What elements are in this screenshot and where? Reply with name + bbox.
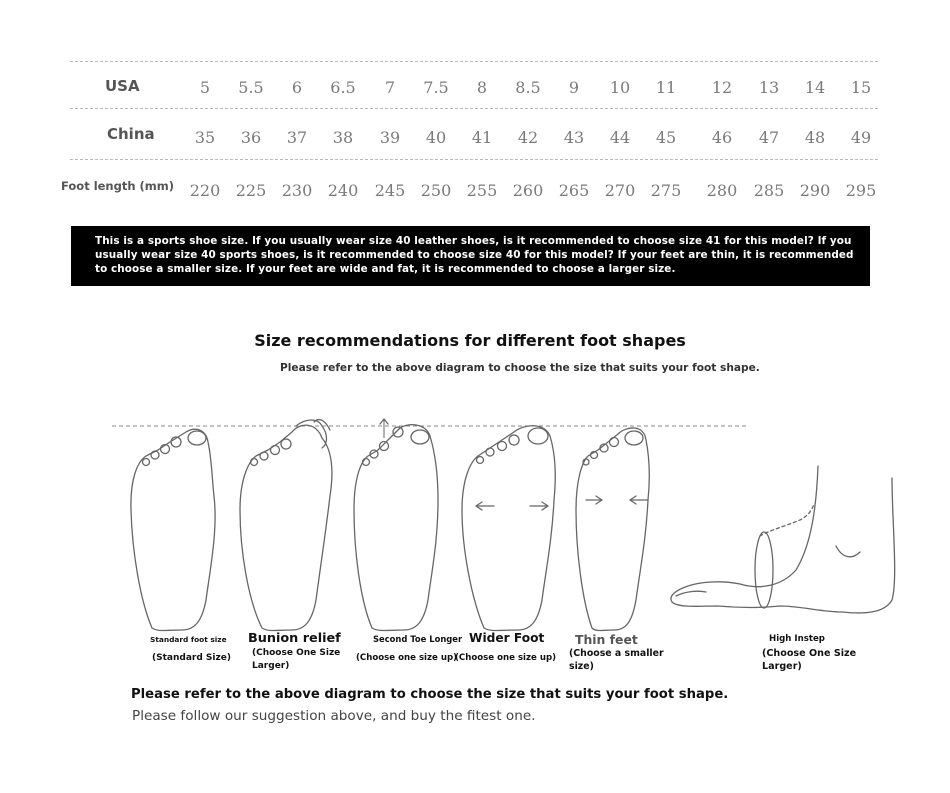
size-cell-foot-length: 285	[753, 181, 785, 200]
size-cell-china: 39	[379, 128, 401, 147]
size-cell-foot-length: 260	[512, 181, 544, 200]
size-cell-usa: 8.5	[515, 78, 541, 97]
row-label-foot-length: Foot length (mm)	[61, 179, 175, 193]
size-cell-usa: 13	[758, 78, 780, 97]
size-cell-china: 35	[194, 128, 216, 147]
size-cell-foot-length: 250	[420, 181, 452, 200]
notice-line-3: to choose a smaller size. If your feet are wide and fat, it is recommended to choose a larger size.	[95, 263, 676, 275]
size-cell-usa: 5	[199, 78, 211, 97]
size-cell-foot-length: 280	[706, 181, 738, 200]
size-cell-foot-length: 240	[327, 181, 359, 200]
bunion-label: Bunion relief	[248, 631, 341, 646]
standard-foot-label: Standard foot size	[150, 635, 227, 644]
size-cell-china: 38	[332, 128, 354, 147]
foot-shapes-illustration	[0, 400, 950, 640]
size-cell-usa: 9	[568, 78, 580, 97]
second-toe-foot-icon	[354, 419, 438, 631]
table-divider-1	[70, 108, 878, 109]
size-cell-foot-length: 295	[845, 181, 877, 200]
wider-foot-note: (Choose one size up)	[455, 653, 557, 663]
size-cell-usa: 7.5	[423, 78, 449, 97]
size-cell-foot-length: 245	[374, 181, 406, 200]
sizing-notice	[71, 226, 870, 286]
thin-feet-note-line-2: size)	[569, 661, 594, 672]
high-instep-note-line-2: Larger)	[762, 661, 802, 672]
size-cell-china: 48	[804, 128, 826, 147]
size-cell-foot-length: 220	[189, 181, 221, 200]
wider-foot-label: Wider Foot	[469, 631, 545, 645]
row-label-china: China	[107, 125, 155, 143]
size-cell-china: 44	[609, 128, 631, 147]
size-cell-china: 41	[471, 128, 493, 147]
footer-instruction: Please refer to the above diagram to choose the size that suits your foot shape.	[131, 687, 729, 702]
footer-suggestion: Please follow our suggestion above, and buy the fitest one.	[132, 708, 536, 724]
size-cell-china: 36	[240, 128, 262, 147]
size-cell-foot-length: 275	[650, 181, 682, 200]
size-cell-usa: 7	[384, 78, 396, 97]
high-instep-foot-icon	[671, 466, 895, 613]
size-cell-foot-length: 290	[799, 181, 831, 200]
size-cell-foot-length: 270	[604, 181, 636, 200]
size-cell-foot-length: 265	[558, 181, 590, 200]
size-cell-usa: 14	[804, 78, 826, 97]
bunion-foot-icon	[240, 420, 332, 631]
notice-line-2: usually wear size 40 sports shoes, is it recommended to choose size 40 for this model? If your feet are thin, it is recommended	[95, 249, 854, 261]
size-cell-usa: 11	[655, 78, 677, 97]
size-cell-china: 40	[425, 128, 447, 147]
size-cell-foot-length: 225	[235, 181, 267, 200]
table-top-divider	[70, 61, 878, 62]
size-cell-foot-length: 230	[281, 181, 313, 200]
size-cell-china: 45	[655, 128, 677, 147]
notice-line-1: This is a sports shoe size. If you usually wear size 40 leather shoes, is it recommended to choose size 41 for this model? If you	[95, 235, 852, 247]
bunion-note-line-1: (Choose One Size	[252, 648, 341, 658]
size-cell-china: 43	[563, 128, 585, 147]
section-subtitle: Please refer to the above diagram to choose the size that suits your foot shape.	[280, 362, 760, 374]
standard-foot-note: (Standard Size)	[152, 653, 231, 663]
size-cell-usa: 6.5	[330, 78, 356, 97]
second-toe-note: (Choose one size up)	[356, 653, 458, 663]
size-cell-usa: 6	[291, 78, 303, 97]
high-instep-label: High Instep	[769, 634, 825, 644]
table-divider-2	[70, 159, 878, 160]
wider-foot-icon	[462, 426, 555, 631]
standard-foot-icon	[131, 429, 215, 630]
size-cell-china: 46	[711, 128, 733, 147]
size-cell-usa: 15	[850, 78, 872, 97]
thin-foot-icon	[576, 428, 649, 631]
size-cell-usa: 12	[711, 78, 733, 97]
second-toe-label: Second Toe Longer	[373, 634, 463, 644]
size-cell-china: 42	[517, 128, 539, 147]
thin-feet-label: Thin feet	[575, 632, 638, 647]
high-instep-note-line-1: (Choose One Size	[762, 648, 857, 659]
size-cell-usa: 8	[476, 78, 488, 97]
size-cell-china: 37	[286, 128, 308, 147]
section-title: Size recommendations for different foot shapes	[254, 331, 686, 350]
thin-feet-note-line-1: (Choose a smaller	[569, 648, 664, 659]
size-cell-china: 49	[850, 128, 872, 147]
size-cell-china: 47	[758, 128, 780, 147]
bunion-note-line-2: Larger)	[252, 661, 290, 671]
size-cell-foot-length: 255	[466, 181, 498, 200]
size-cell-usa: 10	[609, 78, 631, 97]
row-label-usa: USA	[105, 77, 140, 95]
size-cell-usa: 5.5	[238, 78, 264, 97]
